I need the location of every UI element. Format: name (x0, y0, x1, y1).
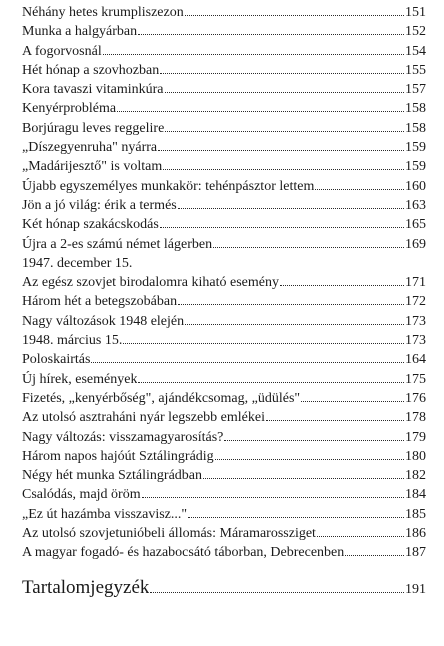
toc-entry-title: Az utolsó asztraháni nyár legszebb emlékei (22, 410, 265, 426)
toc-entry-title: Nagy változás: visszamagyarosítás? (22, 429, 224, 445)
toc-entry (22, 196, 426, 215)
toc-entry (22, 447, 426, 466)
toc-entry-page: 185 (405, 506, 426, 522)
dot-leader (315, 179, 404, 190)
toc-entry (22, 408, 426, 427)
toc-entry (22, 22, 426, 41)
toc-entry (22, 254, 426, 273)
toc-entry-page: 164 (405, 352, 426, 368)
toc-entry-page: 158 (405, 101, 426, 117)
dot-leader (160, 63, 404, 74)
toc-entry-page: 175 (405, 371, 426, 387)
toc-entry-page: 154 (405, 43, 426, 59)
toc-entry-page: 187 (405, 545, 426, 561)
toc-entry-title: Kenyérprobléma (22, 101, 117, 117)
dot-leader (213, 237, 404, 248)
toc-entry-contents (22, 575, 426, 601)
dot-leader (165, 121, 404, 132)
toc-entry (22, 505, 426, 524)
dot-leader (345, 545, 404, 556)
toc-entry-title: A fogorvosnál (22, 43, 102, 59)
toc-entry-page: 179 (405, 429, 426, 445)
toc-entry-page: 152 (405, 24, 426, 40)
toc-entry-title: Újabb egyszemélyes munkakör: tehénpásztor lettem (22, 178, 315, 194)
toc-entry-page: 160 (405, 178, 426, 194)
toc-entry (22, 524, 426, 543)
toc-entry (22, 138, 426, 157)
dot-leader (203, 468, 404, 479)
dot-leader (138, 24, 404, 35)
toc-entry (22, 428, 426, 447)
toc-entry-title: Új hírek, események (22, 371, 138, 387)
toc-entry (22, 370, 426, 389)
toc-entry-page: 184 (405, 487, 426, 503)
toc-entry-page: 173 (405, 333, 426, 349)
toc-entry-page: 165 (405, 217, 426, 233)
toc-entry-page: 163 (405, 197, 426, 213)
toc-entry-title: Négy hét munka Sztálingrádban (22, 468, 203, 484)
toc-entry (22, 273, 426, 292)
toc-entry-title: Csalódás, majd öröm (22, 487, 141, 503)
dot-leader (178, 198, 404, 209)
toc-entry-title: 1947. december 15. (22, 255, 133, 271)
toc-entry-page: 176 (405, 390, 426, 406)
toc-entry-title: Nagy változások 1948 elején (22, 313, 185, 329)
toc-entry-page: 169 (405, 236, 426, 252)
dot-leader (165, 82, 404, 93)
toc-entry-page: 191 (405, 581, 426, 597)
dot-leader (185, 5, 404, 16)
toc-entry-title: Poloskairtás (22, 352, 91, 368)
dot-leader (317, 526, 404, 537)
dot-leader (160, 217, 404, 228)
dot-leader (150, 582, 404, 593)
toc-entry (22, 119, 426, 138)
dot-leader (142, 487, 404, 498)
toc-entry-page: 171 (405, 275, 426, 291)
toc-entry-title: Két hónap szakácskodás (22, 217, 159, 233)
dot-leader (117, 101, 404, 112)
toc-entry (22, 215, 426, 234)
toc-entry (22, 466, 426, 485)
toc-entry-title: „Madárijesztő" is voltam (22, 159, 163, 175)
toc-entry-page: 180 (405, 448, 426, 464)
toc-entry-page: 155 (405, 62, 426, 78)
dot-leader (185, 314, 404, 325)
dot-leader (280, 275, 404, 286)
toc-entry (22, 3, 426, 22)
toc-entry-title: Fizetés, „kenyérbőség", ajándékcsomag, „üdülés" (22, 390, 301, 406)
dot-leader (215, 449, 404, 460)
toc-entry-title: A magyar fogadó- és hazabocsátó táborban, Debrecenben (22, 545, 345, 561)
toc-entry-page: 158 (405, 120, 426, 136)
toc-entry-title: 1948. március 15. (22, 333, 123, 349)
dot-leader (224, 430, 404, 441)
toc-entry (22, 177, 426, 196)
toc-entry-page: 173 (405, 313, 426, 329)
toc-entry (22, 42, 426, 61)
dot-leader (178, 294, 404, 305)
dot-leader (123, 333, 404, 344)
toc-entry-title: Három hét a betegszobában (22, 294, 178, 310)
toc-entry-page: 151 (405, 5, 426, 20)
toc-entry-page: 157 (405, 82, 426, 98)
toc-entry-title: Három napos hajóút Sztálingrádig (22, 448, 214, 464)
toc-entry-title: Munka a halgyárban (22, 24, 138, 40)
toc-entry-title: Borjúragu leves reggelire (22, 120, 165, 136)
dot-leader (158, 140, 404, 151)
toc-entry (22, 80, 426, 99)
toc-entry (22, 99, 426, 118)
toc-entry-title: Az utolsó szovjetunióbeli állomás: Máramarossziget (22, 526, 316, 542)
toc-entry-page: 159 (405, 140, 426, 156)
toc-entry (22, 157, 426, 176)
toc-entry (22, 389, 426, 408)
toc-entry-title: Tartalomjegyzék (22, 576, 150, 598)
toc-entry (22, 312, 426, 331)
dot-leader (103, 44, 404, 55)
toc-entry-page: 178 (405, 410, 426, 426)
toc-entry (22, 235, 426, 254)
toc-entry (22, 331, 426, 350)
toc-entry-title: Az egész szovjet birodalomra kiható esemény (22, 275, 279, 291)
toc-entry-title: Jön a jó világ: érik a termés (22, 197, 177, 213)
table-of-contents (22, 3, 426, 601)
toc-entry (22, 543, 426, 562)
dot-leader (266, 410, 404, 421)
toc-entry-page: 159 (405, 159, 426, 175)
dot-leader (301, 391, 404, 402)
toc-entry-title: Kora tavaszi vitaminkúra (22, 82, 164, 98)
toc-entry (22, 350, 426, 369)
toc-entry-page: 172 (405, 294, 426, 310)
toc-entry-title: Újra a 2-es számú német lágerben (22, 236, 213, 252)
dot-leader (188, 507, 404, 518)
toc-entry-title: Hét hónap a szovhozban (22, 62, 160, 78)
toc-entry-title: Néhány hetes krumpliszezon (22, 5, 184, 20)
dot-leader (138, 372, 404, 383)
toc-entry-page: 182 (405, 468, 426, 484)
toc-entry (22, 292, 426, 311)
toc-entry-page: 186 (405, 526, 426, 542)
toc-entry-title: „Ez út hazámba visszavisz..." (22, 506, 188, 522)
dot-leader (91, 352, 404, 363)
toc-entry (22, 61, 426, 80)
dot-leader (163, 159, 404, 170)
toc-entry (22, 485, 426, 504)
toc-entry-title: „Díszegyenruha" nyárra (22, 140, 158, 156)
